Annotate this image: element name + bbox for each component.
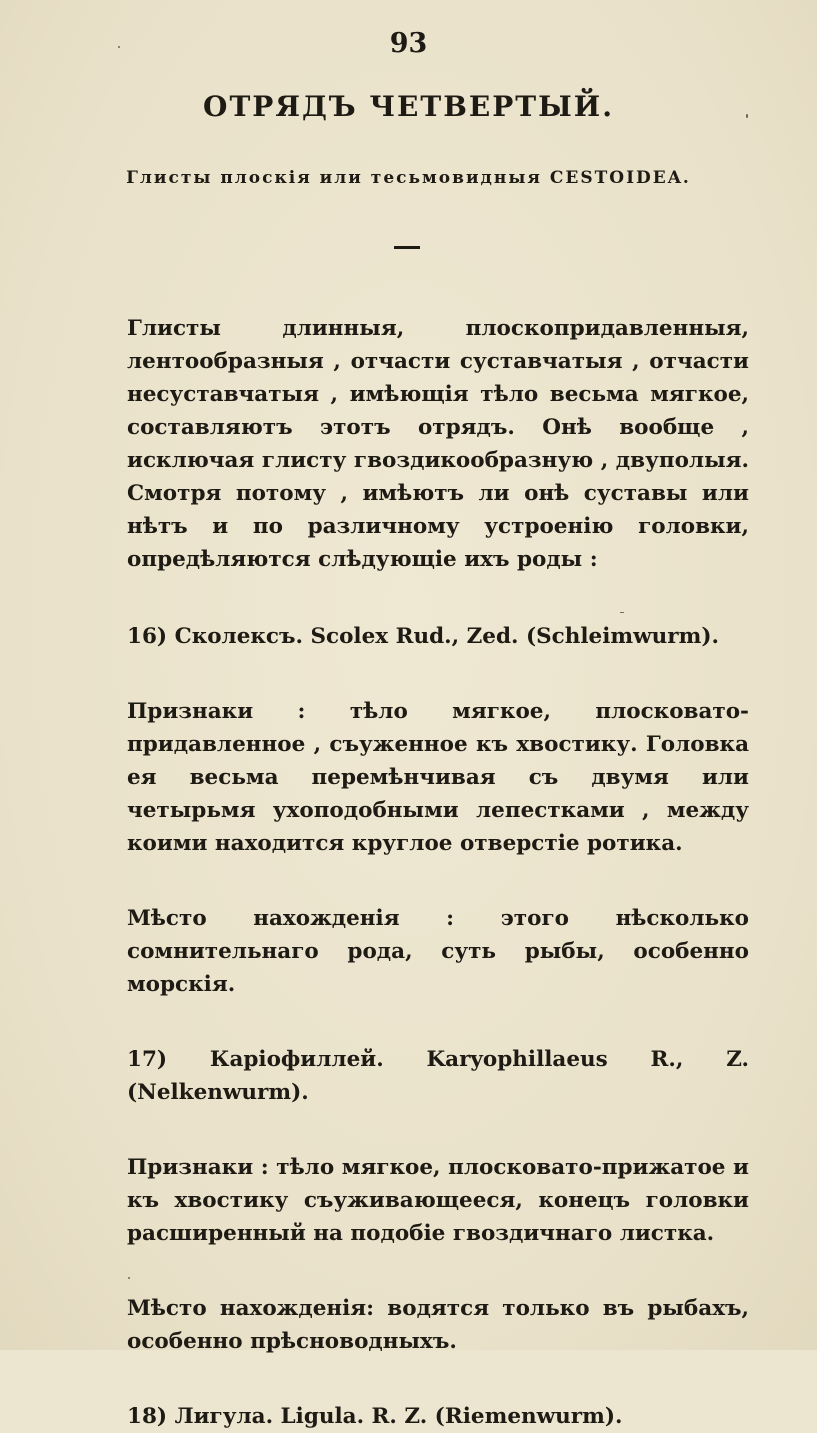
- page-body: [127, 312, 749, 1433]
- paragraph-genus-16-signs: Признаки : тѣло мягкое, плосковато-придавленное , съуженное къ хвостику. Головка ея весьма перемѣнчивая съ двумя или четырьмя ухоподобными лепестками , между коими находится круглое отверстіе ротика.: [127, 699, 749, 856]
- paper-speck: [746, 114, 748, 118]
- paper-speck: [620, 612, 624, 613]
- paragraph-genus-17-habitat: Мѣсто нахожденія: водятся только въ рыбахъ, особенно прѣсноводныхъ.: [127, 1296, 749, 1354]
- paper-speck: [118, 46, 120, 48]
- chapter-subtitle: Глисты плоскія или тесьмовидныя CESTOIDEA.: [126, 168, 691, 188]
- paper-speck: [128, 1277, 130, 1279]
- divider-dash: [394, 246, 420, 249]
- paragraph-intro: Глисты длинныя, плоскопридавленныя, лентообразныя , отчасти суставчатыя , отчасти несуставчатыя , имѣющія тѣло весьма мягкое, составляютъ этотъ отрядъ. Онѣ вообще , исключая глисту гвоздикообразную , двуполыя. Смотря потому , имѣютъ ли онѣ суставы или нѣтъ и по различному устроенію головки, опредѣляются слѣдующіе ихъ роды :: [127, 316, 749, 572]
- chapter-title: ОТРЯДЪ ЧЕТВЕРТЫЙ.: [203, 90, 614, 123]
- genus-heading-16: 16) Сколексъ. Scolex Rud., Zed. (Schleimwurm).: [127, 624, 720, 649]
- paragraph-genus-16-habitat: Мѣсто нахожденія : этого нѣсколько сомнительнаго рода, суть рыбы, особенно морскія.: [127, 906, 749, 997]
- genus-heading-18: 18) Лигула. Ligula. R. Z. (Riemenwurm).: [127, 1404, 623, 1429]
- genus-heading-17: 17) Каріофиллей. Karyophillaeus R., Z. (Nelkenwurm).: [127, 1047, 749, 1105]
- page-number: 93: [389, 28, 428, 59]
- paragraph-genus-17-signs: Признаки : тѣло мягкое, плосковато-прижатое и къ хвостику съуживающееся, конецъ головки расширенный на подобіе гвоздичнаго листка.: [127, 1155, 749, 1246]
